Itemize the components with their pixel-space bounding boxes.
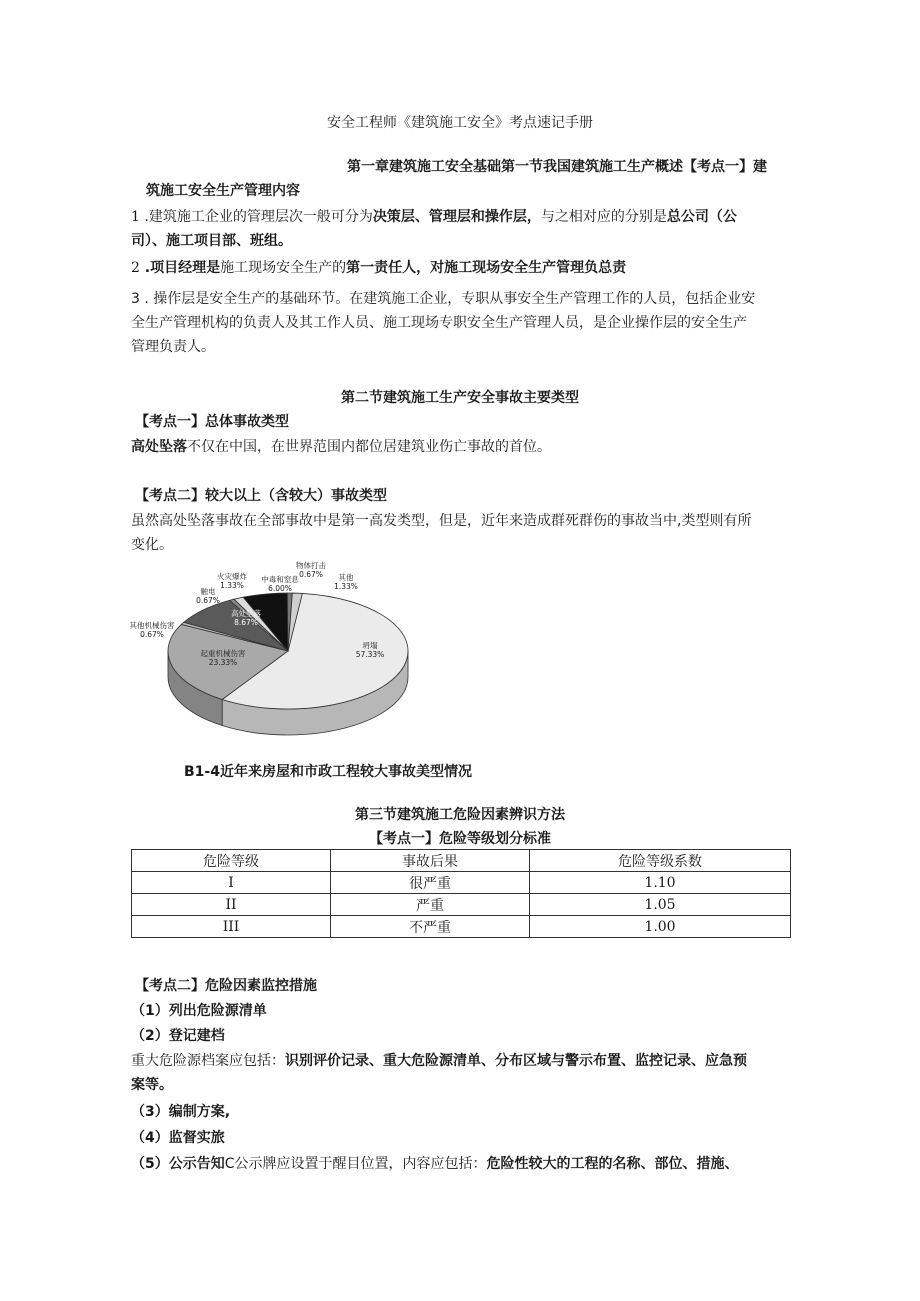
s2-point1-title: 【考点一】总体事故类型: [135, 414, 289, 430]
table-cell: 很严重: [331, 872, 530, 894]
pie-label-1: 坍塌: [362, 641, 378, 650]
table-header-row: [132, 850, 791, 872]
item-2-text-b: 施工现场安全生产的: [220, 260, 347, 276]
pie-label-2: 起重机械伤害: [200, 649, 246, 658]
pie-value-3: 0.67%: [140, 630, 164, 639]
s2-point1-text-bold: 高处坠落: [131, 439, 187, 455]
pie-label-3: 其他机械伤害: [129, 621, 175, 630]
measure-2-desc-line1: [131, 1051, 747, 1071]
measure-5-b: C公示牌应设置于醒目位置，内容应包括：: [224, 1156, 487, 1172]
measure-1: （1）列出危险源清单: [131, 1003, 267, 1019]
s3-point2-title: 【考点二】危险因素监控措施: [135, 978, 317, 994]
measure-2: （2）登记建档: [131, 1028, 225, 1044]
table-cell: 不严重: [331, 916, 530, 938]
pie-value-8: 0.67%: [299, 570, 323, 579]
item-1-text-a: .建筑施工企业的管理层次一般可分为: [139, 209, 373, 225]
table-cell: 1.10: [530, 872, 791, 894]
pie-label-4: 高处坠落: [231, 609, 261, 618]
s2-point2-line1: 虽然高处坠落事故在全部事故中是第一高发类型，但是，近年来造成群死群伤的事故当中,类型则有所: [131, 513, 752, 529]
chapter-heading-line2: 筑施工安全生产管理内容: [146, 183, 300, 199]
pie-value-5: 0.67%: [196, 596, 220, 605]
item-1-text-c: 与之相对应的分别是: [540, 209, 667, 225]
pie-label-9: 其他: [338, 573, 354, 582]
section-3-title: 第三节建筑施工危险因素辨识方法: [355, 807, 565, 823]
item-1-text-b: 决策层、管理层和操作层，: [372, 209, 541, 225]
pie-value-4: 8.67%: [234, 618, 258, 627]
risk-level-table: [131, 849, 791, 938]
item-1-line1: [131, 207, 737, 227]
table-cell: 严重: [331, 894, 530, 916]
chart-caption: B1-4近年来房屋和市政工程较大事故美型情况: [184, 764, 472, 780]
pie-value-7: 6.00%: [268, 584, 292, 593]
table-cell: III: [132, 916, 331, 938]
pie-label-8: 物体打击: [296, 561, 326, 570]
doc-title: 安全工程师《建筑施工安全》考点速记手册: [327, 115, 593, 131]
measure-5-c: 危险性较大的工程的名称、部位、措施、: [486, 1156, 739, 1172]
measure-2-desc-line2: 案等。: [131, 1077, 173, 1093]
table-header-cell: 事故后果: [331, 850, 530, 872]
pie-value-9: 1.33%: [334, 582, 358, 591]
item-3-line3: 管理负责人。: [131, 339, 215, 355]
s2-point1-text: [131, 437, 551, 457]
table-cell: II: [132, 894, 331, 916]
table-cell: 1.00: [530, 916, 791, 938]
item-3-line2: 全生产管理机构的负责人及其工作人员、施工现场专职安全生产管理人员，是企业操作层的安全生产: [131, 315, 747, 331]
chapter-heading-line1: 第一章建筑施工安全基础第一节我国建筑施工生产概述【考点一】建: [347, 159, 767, 175]
measure-4: （4）监督实旅: [131, 1130, 225, 1146]
item-2-text-c: 第一责任人，对施工现场安全生产管理负总责: [346, 260, 627, 276]
pie-label-6: 火灾爆炸: [217, 572, 247, 581]
s2-point2-title: 【考点二】较大以上（含较大）事故类型: [135, 488, 387, 504]
table-row: [132, 916, 791, 938]
measure-5-a: （5）公示告知: [131, 1156, 225, 1172]
pie-label-7: 中毒和窒息: [261, 575, 299, 584]
s3-point1-title: 【考点一】危险等级划分标准: [369, 831, 551, 847]
table-row: [132, 894, 791, 916]
item-1-text-d: 总公司（公: [666, 209, 737, 225]
table-cell: I: [132, 872, 331, 894]
item-1-number: 1: [131, 209, 140, 225]
item-2-text-a: .项目经理是: [139, 260, 221, 276]
measure-3: （3）编制方案,: [131, 1104, 231, 1120]
section-2-title: 第二节建筑施工生产安全事故主要类型: [341, 390, 579, 406]
table-row: [132, 872, 791, 894]
item-1-line2: 司）、施工项目部、班组。: [131, 233, 292, 249]
item-3-line1: 3 . 操作层是安全生产的基础环节。在建筑施工企业，专职从事安全生产管理工作的人员，包括企业安: [131, 291, 756, 307]
table-header-cell: 危险等级系数: [530, 850, 791, 872]
pie-value-6: 1.33%: [220, 581, 244, 590]
s2-point2-line2: 变化。: [131, 537, 173, 553]
table-cell: 1.05: [530, 894, 791, 916]
s2-point1-text-rest: 不仅在中国，在世界范围内都位居建筑业伤亡事故的首位。: [187, 439, 551, 455]
accident-type-pie-chart: [128, 556, 428, 738]
item-2: [131, 258, 626, 278]
pie-value-1: 57.33%: [355, 650, 385, 659]
measure-2-desc-b: 识别评价记录、重大危险源清单、分布区域与警示布置、监控记录、应急预: [285, 1053, 747, 1069]
pie-label-5: 触电: [200, 587, 216, 596]
measure-2-desc-a: 重大危险源档案应包括：: [131, 1053, 285, 1069]
table-header-cell: 危险等级: [132, 850, 331, 872]
measure-5: [131, 1154, 739, 1174]
item-2-number: 2: [131, 260, 140, 276]
pie-value-2: 23.33%: [208, 658, 238, 667]
